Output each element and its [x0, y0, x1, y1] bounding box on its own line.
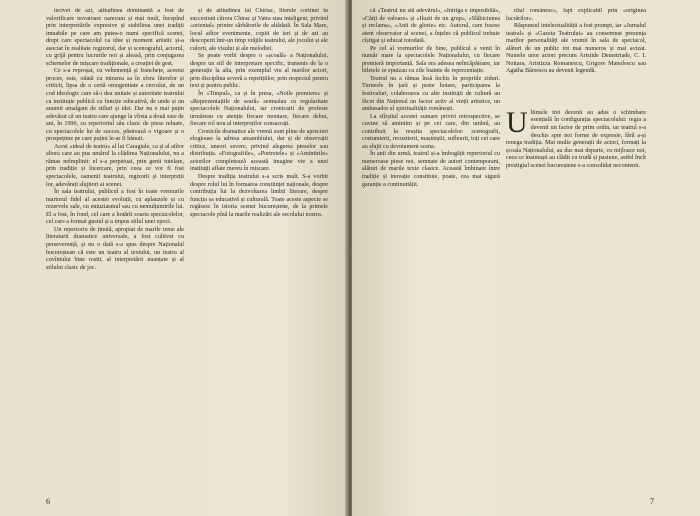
paragraph: La sfîrșitul acestei sumare priviri retrospective, se cuvine să amintim și pe cei care, din umbră, au contribuit la reușita spectacolelor: scenografii, costumierii, recuziterii, mașiniștii, sufleurii, toți cei care au slujit cu devotament scena.: [362, 113, 500, 150]
paragraph: Răspunsul intelectualității a fost prompt, iar «Jurnalul teatral» și «Gazeta Teatrului» au consemnat prezența marilor personalități ale vremii în sala de spectacol, alături de un public tot mai numeros și mai avizat. Numele unor actori precum Aristide Demetriade, C. I. Nottara, Aristizza Romanescu, Grigore Manolescu sau Agatha Bârsescu au devenit legendă.: [506, 23, 646, 75]
left-page: [0, 0, 348, 516]
paragraph: În sala teatrului, publicul a fost în toate vremurile martorul fidel al acestei evoluții, cu aplauzele și cu rezervele sale, cu entuziasmul sau cu nemulțumirile lui. El a fost, în fond, cel care a hotărît soarta spectacolelor, cel care a format gustul și a impus stilul unei epoci.: [46, 189, 184, 226]
paragraph: Teatrul nu a rămas însă închis în propriile ziduri. Turneele în țară și peste hotare, participarea la festivaluri, colaborarea cu alte instituții de cultură au făcut din Național un factor activ al vieții artistice, un ambasador al spiritualității românești.: [362, 75, 500, 113]
paragraph: Un repertoriu de ținută, apropiat de marile teme ale literaturii dramatice universale, a fost cultivat cu perseverență, și nu o dată s-a spus despre Naționalul bucureștean că este un teatru al textului, un teatru al cuvîntului bine rostit, al interpretării nuanțate și al stilului clasic de joc.: [46, 226, 184, 271]
paragraph: În «Timpul», ca și în presa, «Noile premiere» și «Reprezentațiile de seară» semnalau cu regularitate spectacolele Naționalului, iar cronicarii de profesie urmăreau cu atenție fiecare montare, fiecare debut, fiecare rol nou al interpreților consacrați.: [190, 91, 328, 128]
paragraph: Se poate vorbi despre o «școală» a Naționalului, despre un stil de interpretare specific, transmis de la o generație la alta, prin exemplul viu al marilor actori, prin disciplina severă a repetițiilor, prin respectul pentru text și pentru public.: [190, 53, 328, 90]
paragraph: Despre tradiția teatrului s-a scris mult. S-a vorbit despre rolul lui în formarea conștiinței naționale, despre contribuția lui la dezvoltarea limbii literare, despre funcția sa educativă și culturală. Toate aceste aspecte se regăsesc în istoria scenei bucureștene, de la primele spectacole pînă la marile realizări ale secolului nostru.: [190, 174, 328, 218]
paragraph: tecivei de azi, atitudinea dominantă a fost de valorificare novatoare oarecum și mai mult, începînd prin interpretările expresive și stabilirea unei tradiții imuabile pe care am putea-o numi specifică scenei, drept care spectacolul ca idee și moment artistic și-a asociat în realitate regizorul, dar și scenograful, actorul, cu grijă pentru lucrurile noi și aleasă, prin conjugarea schemelor de mișcare tradiționale, a creației de gest.: [46, 8, 184, 67]
paragraph: și de atitudinea lui Chiriac, literele cortinei în succesiuni cărora Chirac și Vatra stau inteligent, privind «oriental» printre sărbătorile de altădată. În Sala Mare, locul atîtor evenimente, copiii de ieri și de azi au descoperit într-un timp vrăjile teatrului, ale jocului și ale culorii, ale visului și ale melodiei.: [190, 8, 328, 52]
right-page: [352, 0, 700, 516]
left-page-column-2: [190, 8, 328, 486]
paragraph: că «Teatrul nu stă adevărul», «Intriga e imposibilă», «Cărți de valoare» și «Iluzii de un grup», «Slăbiciunea și reclama», «Anii de glorie» etc. Autorul, care fusese atent observator al scenei, a înțeles că publicul trebuie cîștigat și educat totodată.: [362, 8, 500, 45]
paragraph: ritul românesc», fapt explicabil prin «originea lucrărilor».: [506, 8, 646, 22]
paragraph: Acest «ideal de teatru» al lui Caragiale, ca și al atîtor altora care au pus umărul la clădirea Naționalului, nu a rămas neîmplinit: el s-a perpetuat, prin genii tutelare, prin tradiție și încercare, prin ceea ce vor fi fost spectacolele, oamenii teatrului, regizorii și interpreții lor, adevărați slujitori ai scenei.: [46, 143, 184, 188]
paragraph-text: ltimele trei decenii au adus o schimbare esențială în configurația spectacolului: regia a devenit un factor de prim ordin, iar teatrul s-a deschis spre noi forme de expresie, fără a-și renega tradiția. Mai multe generații de actori, formați la școala Naționalului, au dus mai departe, cu mijloace noi, ceea ce înaintașii au clădit cu trudă și pasiune, astfel încît prestigiul scenei bucureștene s-a consolidat necontenit.: [506, 109, 646, 169]
right-page-column-1: [362, 8, 500, 486]
paragraph: Pe cel al vremurilor de bine, publicul a venit în număr mare la spectacolele Naționalului, cu fiecare premieră importantă. Sala era adesea neîncăpătoare, iar biletele se epuizau cu zile înainte de reprezentație.: [362, 45, 500, 75]
paragraph: Cronicile dramatice ale vremii sunt pline de aprecieri elogioase la adresa ansamblului, dar și de observații critice, uneori severe, privind alegerea pieselor sau distribuția. «Fotografiile», «Portretele» și «Amintirile» actorilor completează această imagine vie a unei instituții aflate mereu în mișcare.: [190, 128, 328, 173]
drop-cap: U: [506, 105, 528, 139]
section-opening-paragraph: [506, 105, 646, 170]
section-break: [506, 76, 646, 110]
paragraph: Ce s-a reproșat, cu vehemență și franchețe, acestui proces, este, odată cu intrarea sa în sfera literelor și criticii, lipsa de o certă omogenitate a cercului, de un cod ideologic care să-i dea unitate și autoritate teatrului ca instituție publică cu funcție educativă, de unde și un anumit amalgam de stiluri și idei. Dar nu e mai puțin adevărat că un teatru care ajunge la vîrsta a două sute de ani, în 1990, cu repertoriul său clasic de piese reluate, cu spectacolele lui de succes, păstrează o vigoare și o prospețime pe care puțini le-ar fi bănuit.: [46, 68, 184, 143]
right-page-column-2: [506, 8, 646, 486]
page-number: 6: [46, 497, 50, 506]
paragraph: În anii din urmă, teatrul și-a îmbogățit repertoriul cu numeroase piese noi, semnate de autori contemporani, alături de marile texte clasice. Această îmbinare între tradiție și inovație constituie, poate, cea mai sigură garanție a continuității.: [362, 151, 500, 188]
left-page-column-1: [46, 8, 184, 486]
page-number: 7: [650, 497, 654, 506]
